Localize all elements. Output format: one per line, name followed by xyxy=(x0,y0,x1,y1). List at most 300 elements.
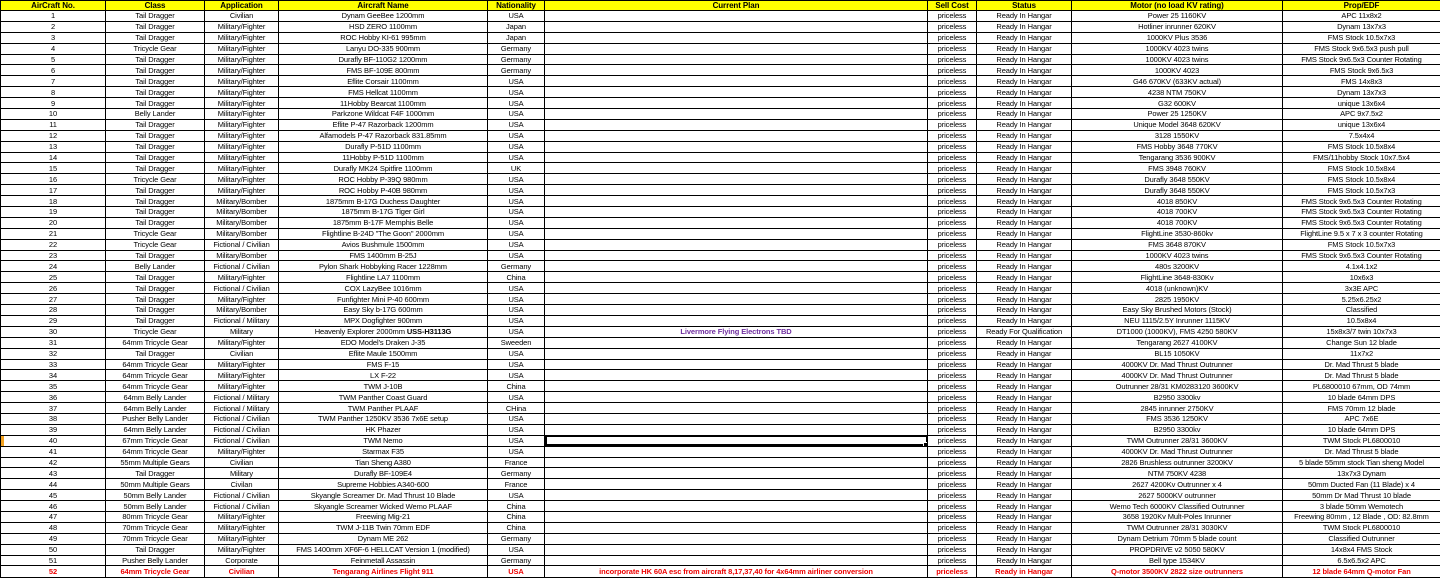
cell-plan[interactable] xyxy=(545,239,928,250)
cell-prop[interactable]: 15x8x3/7 twin 10x7x3 xyxy=(1283,326,1440,337)
cell-prop[interactable]: 12 blade 64mm Q-motor Fan xyxy=(1283,566,1440,578)
cell-prop[interactable]: FMS Stock 9x6.5x3 Counter Rotating xyxy=(1283,250,1440,261)
cell-cls[interactable]: Tail Dragger xyxy=(106,305,205,316)
cell-name[interactable]: Eflite P-47 Razorback 1200mm xyxy=(279,119,488,130)
cell-motor[interactable]: G46 670KV (633KV actual) xyxy=(1072,76,1283,87)
cell-motor[interactable]: Unique Model 3648 620KV xyxy=(1072,119,1283,130)
cell-nat[interactable]: Germany xyxy=(488,261,545,272)
cell-status[interactable]: Ready In Hangar xyxy=(977,21,1072,32)
cell-cls[interactable]: Tail Dragger xyxy=(106,54,205,65)
cell-no[interactable]: 9 xyxy=(1,98,106,109)
cell-nat[interactable]: USA xyxy=(488,446,545,457)
cell-name[interactable]: Eflite Corsair 1100mm xyxy=(279,76,488,87)
cell-nat[interactable]: USA xyxy=(488,315,545,326)
cell-cost[interactable]: priceless xyxy=(928,457,977,468)
cell-nat[interactable]: France xyxy=(488,457,545,468)
cell-plan[interactable] xyxy=(545,32,928,43)
cell-nat[interactable]: USA xyxy=(488,11,545,22)
cell-cost[interactable]: priceless xyxy=(928,54,977,65)
cell-app[interactable]: Military/Fighter xyxy=(205,381,279,392)
cell-plan[interactable] xyxy=(545,109,928,120)
cell-no[interactable]: 18 xyxy=(1,196,106,207)
cell-cost[interactable]: priceless xyxy=(928,109,977,120)
cell-cls[interactable]: Tail Dragger xyxy=(106,468,205,479)
cell-cls[interactable]: 64mm Belly Lander xyxy=(106,403,205,414)
cell-no[interactable]: 28 xyxy=(1,305,106,316)
cell-name[interactable]: Freewing Mig-21 xyxy=(279,511,488,522)
cell-cost[interactable]: priceless xyxy=(928,435,977,446)
cell-status[interactable]: Ready In Hangar xyxy=(977,141,1072,152)
cell-cls[interactable]: 50mm Belly Lander xyxy=(106,501,205,512)
cell-nat[interactable]: Germany xyxy=(488,43,545,54)
cell-prop[interactable]: FMS/11hobby Stock 10x7.5x4 xyxy=(1283,152,1440,163)
cell-cost[interactable]: priceless xyxy=(928,305,977,316)
cell-app[interactable]: Military/Fighter xyxy=(205,119,279,130)
cell-cls[interactable]: 80mm Tricycle Gear xyxy=(106,511,205,522)
cell-prop[interactable]: Change Sun 12 blade xyxy=(1283,337,1440,348)
cell-no[interactable]: 3 xyxy=(1,32,106,43)
cell-motor[interactable]: 4000KV Dr. Mad Thrust Outrunner xyxy=(1072,446,1283,457)
header-cls[interactable]: Class xyxy=(106,1,205,11)
cell-plan[interactable] xyxy=(545,207,928,218)
cell-cls[interactable]: Tail Dragger xyxy=(106,250,205,261)
cell-name[interactable]: Eflite Maule 1500mm xyxy=(279,348,488,359)
cell-motor[interactable]: FlightLine 3648-830Kv xyxy=(1072,272,1283,283)
cell-no[interactable]: 45 xyxy=(1,490,106,501)
cell-motor[interactable]: Tengarang 2627 4100KV xyxy=(1072,337,1283,348)
cell-nat[interactable]: USA xyxy=(488,359,545,370)
cell-nat[interactable]: China xyxy=(488,381,545,392)
cell-plan[interactable] xyxy=(545,337,928,348)
cell-cls[interactable]: Tricycle Gear xyxy=(106,239,205,250)
cell-plan[interactable] xyxy=(545,152,928,163)
cell-prop[interactable]: 50mm Dr Mad Thrust 10 blade xyxy=(1283,490,1440,501)
cell-name[interactable]: FMS Hellcat 1100mm xyxy=(279,87,488,98)
cell-prop[interactable]: FMS Stock 9x6.5x3 xyxy=(1283,65,1440,76)
cell-cls[interactable]: 64mm Tricycle Gear xyxy=(106,370,205,381)
cell-no[interactable]: 15 xyxy=(1,163,106,174)
cell-no[interactable]: 42 xyxy=(1,457,106,468)
cell-nat[interactable]: USA xyxy=(488,348,545,359)
cell-name[interactable]: Durafly P-51D 1100mm xyxy=(279,141,488,152)
cell-plan[interactable] xyxy=(545,185,928,196)
cell-motor[interactable]: Power 25 1160KV xyxy=(1072,11,1283,22)
cell-name[interactable]: Supreme Hobbies A340-600 xyxy=(279,479,488,490)
cell-prop[interactable]: Dr. Mad Thrust 5 blade xyxy=(1283,370,1440,381)
cell-app[interactable]: Military/Fighter xyxy=(205,87,279,98)
cell-no[interactable]: 17 xyxy=(1,185,106,196)
cell-cost[interactable]: priceless xyxy=(928,403,977,414)
cell-plan[interactable] xyxy=(545,130,928,141)
cell-prop[interactable]: 10.5x8x4 xyxy=(1283,315,1440,326)
cell-no[interactable]: 19 xyxy=(1,207,106,218)
cell-status[interactable]: Ready In Hangar xyxy=(977,337,1072,348)
cell-status[interactable]: Ready In Hangar xyxy=(977,228,1072,239)
cell-prop[interactable]: FMS Stock 10.5x8x4 xyxy=(1283,174,1440,185)
cell-cls[interactable]: 64mm Belly Lander xyxy=(106,424,205,435)
cell-motor[interactable]: 2627 4200Kv Outrunner x 4 xyxy=(1072,479,1283,490)
cell-nat[interactable]: Japan xyxy=(488,21,545,32)
cell-no[interactable]: 23 xyxy=(1,250,106,261)
cell-motor[interactable]: 4000KV Dr. Mad Thrust Outrunner xyxy=(1072,359,1283,370)
cell-app[interactable]: Military/Fighter xyxy=(205,174,279,185)
cell-motor[interactable]: 4238 NTM 750KV xyxy=(1072,87,1283,98)
cell-app[interactable]: Military xyxy=(205,468,279,479)
cell-motor[interactable]: 1000KV 4023 xyxy=(1072,65,1283,76)
cell-plan[interactable] xyxy=(545,468,928,479)
cell-status[interactable]: Ready In Hangar xyxy=(977,174,1072,185)
cell-prop[interactable]: TWM Stock PL6800010 xyxy=(1283,435,1440,446)
cell-motor[interactable]: 4018 700KV xyxy=(1072,217,1283,228)
cell-plan[interactable] xyxy=(545,294,928,305)
cell-plan[interactable] xyxy=(545,359,928,370)
cell-motor[interactable]: B2950 3300kv xyxy=(1072,392,1283,403)
cell-no[interactable]: 43 xyxy=(1,468,106,479)
cell-name[interactable]: 1875mm B-17G Tiger Girl xyxy=(279,207,488,218)
cell-cost[interactable]: priceless xyxy=(928,348,977,359)
cell-plan[interactable] xyxy=(545,87,928,98)
cell-nat[interactable]: USA xyxy=(488,152,545,163)
cell-cost[interactable]: priceless xyxy=(928,413,977,424)
cell-name[interactable]: Easy Sky b-17G 600mm xyxy=(279,305,488,316)
cell-name[interactable]: 1875mm B-17G Duchess Daughter xyxy=(279,196,488,207)
cell-prop[interactable]: 4.1x4.1x2 xyxy=(1283,261,1440,272)
cell-no[interactable]: 7 xyxy=(1,76,106,87)
cell-name[interactable]: Dynam GeeBee 1200mm xyxy=(279,11,488,22)
cell-status[interactable]: Ready In Hangar xyxy=(977,196,1072,207)
cell-cls[interactable]: Tail Dragger xyxy=(106,348,205,359)
cell-plan[interactable] xyxy=(545,315,928,326)
cell-name[interactable]: Avios Bushmule 1500mm xyxy=(279,239,488,250)
cell-plan[interactable] xyxy=(545,305,928,316)
cell-no[interactable]: 14 xyxy=(1,152,106,163)
cell-cost[interactable]: priceless xyxy=(928,272,977,283)
cell-app[interactable]: Military/Fighter xyxy=(205,185,279,196)
cell-nat[interactable]: USA xyxy=(488,141,545,152)
cell-motor[interactable]: Durafly 3648 550KV xyxy=(1072,185,1283,196)
cell-name[interactable]: ROC Hobby P-40B 980mm xyxy=(279,185,488,196)
cell-motor[interactable]: TWM Outrunner 28/31 3600KV xyxy=(1072,435,1283,446)
cell-plan[interactable] xyxy=(545,457,928,468)
cell-no[interactable]: 4 xyxy=(1,43,106,54)
cell-status[interactable]: Ready In Hangar xyxy=(977,261,1072,272)
cell-cls[interactable]: Tail Dragger xyxy=(106,217,205,228)
cell-cls[interactable]: Tail Dragger xyxy=(106,76,205,87)
cell-prop[interactable]: APC 9x7.5x2 xyxy=(1283,109,1440,120)
cell-cost[interactable]: priceless xyxy=(928,501,977,512)
cell-cost[interactable]: priceless xyxy=(928,337,977,348)
cell-no[interactable]: 50 xyxy=(1,544,106,555)
cell-cost[interactable]: priceless xyxy=(928,566,977,578)
cell-cls[interactable]: 64mm Tricycle Gear xyxy=(106,446,205,457)
cell-no[interactable]: 10 xyxy=(1,109,106,120)
cell-cost[interactable]: priceless xyxy=(928,196,977,207)
cell-no[interactable]: 35 xyxy=(1,381,106,392)
cell-cost[interactable]: priceless xyxy=(928,43,977,54)
cell-status[interactable]: Ready In Hangar xyxy=(977,446,1072,457)
selected-cell[interactable] xyxy=(545,435,928,446)
cell-app[interactable]: Military/Fighter xyxy=(205,163,279,174)
cell-cost[interactable]: priceless xyxy=(928,359,977,370)
cell-status[interactable]: Ready In Hangar xyxy=(977,65,1072,76)
cell-prop[interactable]: 50mm Ducted Fan (11 Blade) x 4 xyxy=(1283,479,1440,490)
cell-status[interactable]: Ready In Hangar xyxy=(977,239,1072,250)
cell-name[interactable]: Lanyu DO-335 900mm xyxy=(279,43,488,54)
cell-status[interactable]: Ready In Hangar xyxy=(977,163,1072,174)
cell-name[interactable]: Durafly BF-110G2 1200mm xyxy=(279,54,488,65)
cell-status[interactable]: Ready In Hangar xyxy=(977,490,1072,501)
cell-plan[interactable]: incorporate HK 60A esc from aircraft 8,17,37,40 for 4x64mm airliner conversion xyxy=(545,566,928,578)
cell-name[interactable]: LX F-22 xyxy=(279,370,488,381)
cell-cls[interactable]: Tail Dragger xyxy=(106,185,205,196)
cell-motor[interactable]: Outrunner 28/31 KM0283120 3600KV xyxy=(1072,381,1283,392)
cell-no[interactable]: 25 xyxy=(1,272,106,283)
cell-motor[interactable]: 2627 5000KV outrunner xyxy=(1072,490,1283,501)
cell-name[interactable]: Parkzone Wildcat F4F 1000mm xyxy=(279,109,488,120)
cell-cost[interactable]: priceless xyxy=(928,555,977,566)
cell-motor[interactable]: 3128 1550KV xyxy=(1072,130,1283,141)
cell-cost[interactable]: priceless xyxy=(928,239,977,250)
cell-app[interactable]: Fictional / Civilian xyxy=(205,490,279,501)
header-app[interactable]: Application xyxy=(205,1,279,11)
cell-app[interactable]: Military xyxy=(205,326,279,337)
cell-plan[interactable] xyxy=(545,403,928,414)
cell-cls[interactable]: Tail Dragger xyxy=(106,152,205,163)
cell-app[interactable]: Military/Fighter xyxy=(205,359,279,370)
cell-nat[interactable]: USA xyxy=(488,294,545,305)
cell-nat[interactable]: Germany xyxy=(488,65,545,76)
cell-name[interactable]: 11Hobby Bearcat 1100mm xyxy=(279,98,488,109)
cell-status[interactable]: Ready In Hangar xyxy=(977,315,1072,326)
cell-no[interactable]: 46 xyxy=(1,501,106,512)
cell-app[interactable]: Military/Bomber xyxy=(205,217,279,228)
cell-status[interactable]: Ready In Hangar xyxy=(977,305,1072,316)
cell-nat[interactable]: USA xyxy=(488,109,545,120)
cell-cost[interactable]: priceless xyxy=(928,326,977,337)
cell-motor[interactable]: BL15 1050KV xyxy=(1072,348,1283,359)
cell-status[interactable]: Ready In Hangar xyxy=(977,468,1072,479)
cell-cls[interactable]: Tail Dragger xyxy=(106,283,205,294)
cell-plan[interactable] xyxy=(545,196,928,207)
cell-plan[interactable] xyxy=(545,272,928,283)
cell-cost[interactable]: priceless xyxy=(928,98,977,109)
cell-cls[interactable]: Belly Lander xyxy=(106,109,205,120)
cell-app[interactable]: Military/Fighter xyxy=(205,109,279,120)
cell-name[interactable]: TWM J-11B Twin 70mm EDF xyxy=(279,522,488,533)
cell-cost[interactable]: priceless xyxy=(928,119,977,130)
cell-no[interactable]: 38 xyxy=(1,413,106,424)
cell-status[interactable]: Ready In Hangar xyxy=(977,413,1072,424)
cell-prop[interactable]: TWM Stock PL6800010 xyxy=(1283,522,1440,533)
cell-cls[interactable]: Tail Dragger xyxy=(106,65,205,76)
cell-motor[interactable]: TWM Outrunner 28/31 3030KV xyxy=(1072,522,1283,533)
cell-prop[interactable]: FMS 14x8x3 xyxy=(1283,76,1440,87)
cell-plan[interactable] xyxy=(545,65,928,76)
cell-prop[interactable]: APC 7x6E xyxy=(1283,413,1440,424)
cell-no[interactable]: 13 xyxy=(1,141,106,152)
cell-prop[interactable]: FMS Stock 10.5x7x3 xyxy=(1283,239,1440,250)
cell-app[interactable]: Fictional / Civilian xyxy=(205,413,279,424)
cell-status[interactable]: Ready In Hangar xyxy=(977,501,1072,512)
cell-prop[interactable]: 5 blade 55mm stock Tian sheng Model xyxy=(1283,457,1440,468)
cell-motor[interactable]: 2825 1950KV xyxy=(1072,294,1283,305)
cell-app[interactable]: Military/Fighter xyxy=(205,130,279,141)
cell-motor[interactable]: DT1000 (1000KV), FMS 4250 580KV xyxy=(1072,326,1283,337)
cell-app[interactable]: Civilian xyxy=(205,11,279,22)
cell-app[interactable]: Fictional / Civilian xyxy=(205,435,279,446)
cell-nat[interactable]: Germany xyxy=(488,533,545,544)
cell-prop[interactable]: 6.5x6.5x2 APC xyxy=(1283,555,1440,566)
cell-no[interactable]: 20 xyxy=(1,217,106,228)
header-plan[interactable]: Current Plan xyxy=(545,1,928,11)
cell-no[interactable]: 41 xyxy=(1,446,106,457)
cell-cls[interactable]: Tail Dragger xyxy=(106,21,205,32)
cell-app[interactable]: Military/Bomber xyxy=(205,196,279,207)
cell-cost[interactable]: priceless xyxy=(928,32,977,43)
cell-app[interactable]: Military/Fighter xyxy=(205,337,279,348)
cell-cost[interactable]: priceless xyxy=(928,522,977,533)
cell-name[interactable]: TWM Nemo xyxy=(279,435,488,446)
cell-plan[interactable] xyxy=(545,217,928,228)
cell-cls[interactable]: Tricycle Gear xyxy=(106,174,205,185)
cell-app[interactable]: Military/Fighter xyxy=(205,76,279,87)
cell-status[interactable]: Ready in Hangar xyxy=(977,348,1072,359)
cell-name[interactable]: Pylon Shark Hobbyking Racer 1228mm xyxy=(279,261,488,272)
cell-status[interactable]: Ready In Hangar xyxy=(977,185,1072,196)
cell-cost[interactable]: priceless xyxy=(928,544,977,555)
cell-motor[interactable]: 2826 Brushless outrunner 3200KV xyxy=(1072,457,1283,468)
cell-nat[interactable]: USA xyxy=(488,196,545,207)
cell-prop[interactable]: 13x7x3 Dynam xyxy=(1283,468,1440,479)
cell-status[interactable]: Ready In Hangar xyxy=(977,152,1072,163)
cell-no[interactable]: 49 xyxy=(1,533,106,544)
cell-name[interactable]: MPX Dogfighter 900mm xyxy=(279,315,488,326)
cell-status[interactable]: Ready In Hangar xyxy=(977,533,1072,544)
cell-plan[interactable] xyxy=(545,522,928,533)
cell-name[interactable]: Skyangle Screamer Dr. Mad Thrust 10 Blade xyxy=(279,490,488,501)
cell-no[interactable]: 30 xyxy=(1,326,106,337)
cell-cost[interactable]: priceless xyxy=(928,392,977,403)
cell-nat[interactable]: China xyxy=(488,272,545,283)
cell-motor[interactable]: 2845 inrunner 2750KV xyxy=(1072,403,1283,414)
cell-cost[interactable]: priceless xyxy=(928,315,977,326)
cell-motor[interactable]: FMS 3648 870KV xyxy=(1072,239,1283,250)
cell-name[interactable]: FMS 1400mm B-25J xyxy=(279,250,488,261)
cell-nat[interactable]: Sweeden xyxy=(488,337,545,348)
cell-app[interactable]: Military/Fighter xyxy=(205,98,279,109)
cell-plan[interactable] xyxy=(545,511,928,522)
cell-nat[interactable]: USA xyxy=(488,87,545,98)
cell-motor[interactable]: 3658 1920Kv Mult-Poles Inrunner xyxy=(1072,511,1283,522)
cell-no[interactable]: 1 xyxy=(1,11,106,22)
cell-cost[interactable]: priceless xyxy=(928,174,977,185)
cell-app[interactable]: Fictional / Military xyxy=(205,392,279,403)
cell-motor[interactable]: 1000KV 4023 twins xyxy=(1072,43,1283,54)
cell-no[interactable]: 47 xyxy=(1,511,106,522)
cell-plan[interactable] xyxy=(545,555,928,566)
cell-status[interactable]: Ready In Hangar xyxy=(977,32,1072,43)
cell-prop[interactable]: unique 13x6x4 xyxy=(1283,98,1440,109)
cell-no[interactable]: 22 xyxy=(1,239,106,250)
cell-no[interactable]: 31 xyxy=(1,337,106,348)
cell-status[interactable]: Ready In Hangar xyxy=(977,130,1072,141)
cell-plan[interactable] xyxy=(545,98,928,109)
cell-prop[interactable]: 3x3E APC xyxy=(1283,283,1440,294)
cell-no[interactable]: 24 xyxy=(1,261,106,272)
cell-nat[interactable]: France xyxy=(488,479,545,490)
cell-name[interactable]: TWM J-10B xyxy=(279,381,488,392)
cell-motor[interactable]: 1000KV 4023 twins xyxy=(1072,54,1283,65)
cell-prop[interactable]: FMS Stock 10.5x8x4 xyxy=(1283,141,1440,152)
cell-cls[interactable]: Tricycle Gear xyxy=(106,43,205,54)
cell-prop[interactable]: FMS Stock 10.5x8x4 xyxy=(1283,163,1440,174)
cell-no[interactable]: 39 xyxy=(1,424,106,435)
cell-nat[interactable]: USA xyxy=(488,174,545,185)
cell-app[interactable]: Military/Fighter xyxy=(205,446,279,457)
cell-motor[interactable]: 1000KV Plus 3536 xyxy=(1072,32,1283,43)
cell-prop[interactable]: Dynam 13x7x3 xyxy=(1283,21,1440,32)
cell-prop[interactable]: FMS Stock 10.5x7x3 xyxy=(1283,32,1440,43)
cell-nat[interactable]: USA xyxy=(488,185,545,196)
cell-prop[interactable]: 14x8x4 FMS Stock xyxy=(1283,544,1440,555)
cell-app[interactable]: Military/Fighter xyxy=(205,43,279,54)
cell-name[interactable]: Flightline LA7 1100mm xyxy=(279,272,488,283)
cell-status[interactable]: Ready In Hangar xyxy=(977,76,1072,87)
cell-cls[interactable]: Tail Dragger xyxy=(106,315,205,326)
cell-no[interactable]: 40 xyxy=(1,435,106,446)
cell-no[interactable]: 34 xyxy=(1,370,106,381)
cell-name[interactable]: Durafly MK24 Spitfire 1100mm xyxy=(279,163,488,174)
cell-plan[interactable] xyxy=(545,501,928,512)
cell-plan[interactable] xyxy=(545,446,928,457)
cell-plan[interactable] xyxy=(545,43,928,54)
cell-app[interactable]: Military/Fighter xyxy=(205,65,279,76)
cell-status[interactable]: Ready In Hangar xyxy=(977,217,1072,228)
cell-motor[interactable]: 4018 700KV xyxy=(1072,207,1283,218)
cell-cls[interactable]: Tail Dragger xyxy=(106,207,205,218)
cell-nat[interactable]: China xyxy=(488,511,545,522)
cell-status[interactable]: Ready In Hangar xyxy=(977,98,1072,109)
cell-motor[interactable]: Easy Sky Brushed Motors (Stock) xyxy=(1072,305,1283,316)
cell-motor[interactable]: 480s 3200KV xyxy=(1072,261,1283,272)
cell-prop[interactable]: Dr. Mad Thrust 5 blade xyxy=(1283,446,1440,457)
header-name[interactable]: Aircraft Name xyxy=(279,1,488,11)
cell-status[interactable]: Ready In Hangar xyxy=(977,109,1072,120)
cell-name[interactable]: EDO Model's Draken J-35 xyxy=(279,337,488,348)
cell-cls[interactable]: 70mm Tricycle Gear xyxy=(106,533,205,544)
cell-motor[interactable]: Dynam Detrium 70mm 5 blade count xyxy=(1072,533,1283,544)
cell-no[interactable]: 11 xyxy=(1,119,106,130)
cell-plan[interactable] xyxy=(545,21,928,32)
cell-prop[interactable]: unique 13x6x4 xyxy=(1283,119,1440,130)
cell-name[interactable]: Durafly BF-109E4 xyxy=(279,468,488,479)
header-status[interactable]: Status xyxy=(977,1,1072,11)
cell-cost[interactable]: priceless xyxy=(928,87,977,98)
cell-status[interactable]: Ready In Hangar xyxy=(977,11,1072,22)
cell-app[interactable]: Military/Bomber xyxy=(205,250,279,261)
cell-prop[interactable]: FlightLine 9.5 x 7 x 3 counter Rotating xyxy=(1283,228,1440,239)
cell-cost[interactable]: priceless xyxy=(928,381,977,392)
cell-cost[interactable]: priceless xyxy=(928,511,977,522)
cell-status[interactable]: Ready In Hangar xyxy=(977,207,1072,218)
cell-name[interactable]: Dynam ME 262 xyxy=(279,533,488,544)
cell-app[interactable]: Military/Fighter xyxy=(205,21,279,32)
header-nat[interactable]: Nationality xyxy=(488,1,545,11)
cell-no[interactable]: 27 xyxy=(1,294,106,305)
cell-prop[interactable]: 5.25x6.25x2 xyxy=(1283,294,1440,305)
cell-plan[interactable] xyxy=(545,174,928,185)
cell-cost[interactable]: priceless xyxy=(928,228,977,239)
